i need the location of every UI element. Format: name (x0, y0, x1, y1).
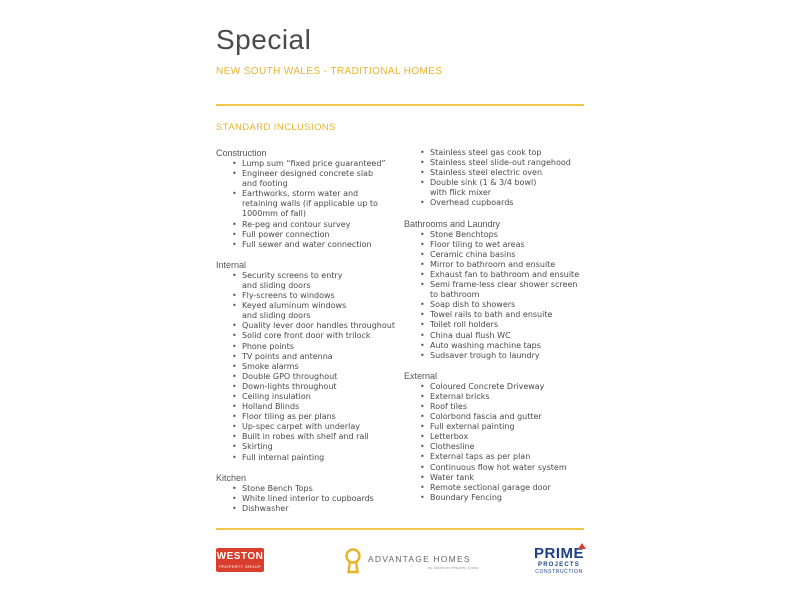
inclusion-item: • Stainless steel electric oven (420, 168, 589, 178)
inclusion-item: • Letterbox (420, 432, 589, 442)
inclusion-item: • Semi frame-less clear shower screen to bathroom (420, 280, 589, 300)
inclusion-item: • Roof tiles (420, 402, 589, 412)
footer-logos (0, 540, 800, 590)
inclusion-item: • Keyed aluminum windows and sliding doors (232, 301, 396, 321)
inclusion-list (216, 271, 396, 463)
inclusion-list (216, 159, 396, 250)
inclusion-group (216, 148, 396, 250)
top-divider (216, 104, 584, 106)
inclusion-item: • TV points and antenna (232, 352, 396, 362)
inclusion-item: • Clothesline (420, 442, 589, 452)
inclusion-group (216, 473, 396, 514)
section-heading: STANDARD INCLUSIONS (216, 122, 336, 133)
advantage-logo-name: ADVANTAGE HOMES (368, 554, 471, 564)
inclusion-item: • Sudsaver trough to laundry (420, 351, 589, 361)
inclusion-list (404, 230, 589, 361)
prime-logo-name: PRIME (533, 545, 584, 562)
group-title: External (404, 370, 438, 381)
group-title: Kitchen (216, 472, 247, 483)
prime-logo-line3: CONSTRUCTION (535, 569, 583, 575)
left-column (216, 148, 396, 524)
group-title: Bathrooms and Laundry (404, 218, 501, 229)
inclusion-item: • Holland Blinds (232, 402, 396, 412)
group-title: Construction (216, 148, 267, 158)
inclusion-item: • External taps as per plan (420, 452, 589, 462)
inclusion-item: • Up-spec carpet with underlay (232, 422, 396, 432)
inclusion-item: • Water tank (420, 473, 589, 483)
roof-arrow-icon (578, 543, 586, 549)
prime-projects-logo (530, 546, 588, 576)
inclusion-item: • Toilet roll holders (420, 320, 589, 330)
inclusion-item: • Overhead cupboards (420, 198, 589, 208)
prime-logo-line2: PROJECTS (538, 562, 580, 568)
advantage-logo-tag: by Advanced Property Group (428, 566, 479, 570)
inclusion-item: • Towel rails to bath and ensuite (420, 310, 589, 320)
weston-logo-tag: PROPERTY GROUP (219, 564, 261, 569)
right-column (404, 148, 589, 513)
inclusion-item: • Stone Bench Tops (232, 484, 396, 494)
inclusion-item: • Soap dish to showers (420, 300, 589, 310)
inclusion-item: • Mirror to bathroom and ensuite (420, 260, 589, 270)
inclusion-item: • Colorbond fascia and gutter (420, 412, 589, 422)
inclusion-item: • Auto washing machine taps (420, 341, 589, 351)
inclusion-item: • Down-lights throughout (232, 382, 396, 392)
inclusion-item: • Full internal painting (232, 453, 396, 463)
inclusion-item: • Skirting (232, 442, 396, 452)
inclusion-item: • Engineer designed concrete slab and footing (232, 169, 396, 189)
inclusion-item: • Remote sectional garage door (420, 483, 589, 493)
inclusion-item: • Security screens to entry and sliding doors (232, 271, 396, 291)
inclusion-item: • Floor tiling to wet areas (420, 240, 589, 250)
inclusion-item: • Boundary Fencing (420, 493, 589, 503)
inclusion-item: • Smoke alarms (232, 362, 396, 372)
inclusion-item: • China dual flush WC (420, 331, 589, 341)
inclusion-item: • Earthworks, storm water and retaining walls (if applicable up to 1000mm of fall) (232, 189, 396, 219)
page-title: Special (216, 24, 312, 55)
inclusion-item: • Ceramic china basins (420, 250, 589, 260)
inclusion-list (404, 382, 589, 503)
inclusion-item: • Dishwasher (232, 504, 396, 514)
inclusion-item: • Coloured Concrete Driveway (420, 382, 589, 392)
inclusion-item: • Full sewer and water connection (232, 240, 396, 250)
inclusion-item: • Solid core front door with trilock (232, 331, 396, 341)
inclusion-group (404, 219, 589, 361)
inclusion-item: • Floor tiling as per plans (232, 412, 396, 422)
inclusion-item: • Fly-screens to windows (232, 291, 396, 301)
inclusion-item: • Full power connection (232, 230, 396, 240)
weston-logo-name: WESTON (216, 551, 264, 562)
inclusion-item: • External bricks (420, 392, 589, 402)
inclusion-item: • Ceiling insulation (232, 392, 396, 402)
inclusion-group (404, 371, 589, 503)
inclusion-item: • White lined interior to cupboards (232, 494, 396, 504)
inclusion-item: • Built in robes with shelf and rail (232, 432, 396, 442)
inclusion-item: • Stone Benchtops (420, 230, 589, 240)
inclusion-item: • Continuous flow hot water system (420, 463, 589, 473)
inclusion-item: • Double sink (1 & 3/4 bowl) with flick mixer (420, 178, 589, 198)
inclusion-list (404, 148, 589, 209)
inclusion-item: • Re-peg and contour survey (232, 220, 396, 230)
inclusion-item: • Stainless steel slide-out rangehood (420, 158, 589, 168)
inclusion-group (404, 148, 589, 209)
weston-logo (216, 548, 264, 572)
inclusion-group (216, 260, 396, 463)
inclusion-item: • Lump sum “fixed price guaranteed” (232, 159, 396, 169)
group-title: Internal (216, 259, 247, 270)
inclusion-item: • Full external painting (420, 422, 589, 432)
inclusion-item: • Phone points (232, 342, 396, 352)
inclusion-item: • Stainless steel gas cook top (420, 148, 589, 158)
inclusion-item: • Quality lever door handles throughout (232, 321, 396, 331)
inclusion-list (216, 484, 396, 514)
keyhole-icon (344, 548, 362, 574)
page-subtitle: NEW SOUTH WALES - TRADITIONAL HOMES (216, 66, 443, 77)
bottom-divider (216, 528, 584, 530)
inclusion-item: • Exhaust fan to bathroom and ensuite (420, 270, 589, 280)
inclusion-item: • Double GPO throughout (232, 372, 396, 382)
